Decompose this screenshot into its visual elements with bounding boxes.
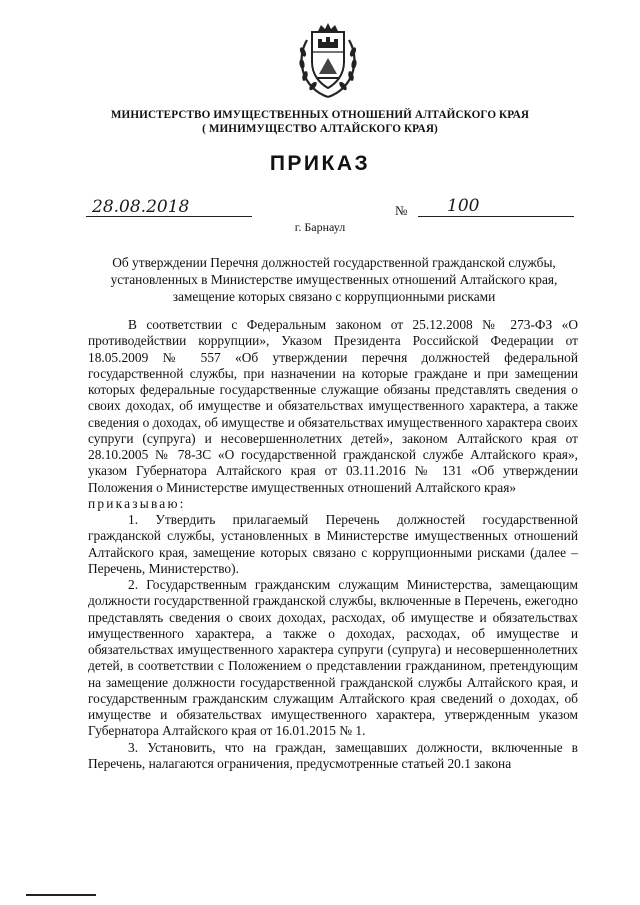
order-item-3: 3. Установить, что на граждан, замещавших должности, включенные в Перечень, налагаются ограничения, предусмотренные статьей 20.1 закона	[88, 739, 578, 771]
order-subject	[88, 254, 580, 306]
preamble-paragraph: В соответствии с Федеральным законом от 25.12.2008 № 273-ФЗ «О противодействии коррупции», Указом Президента Российской Федерации от 18.05.2009 № 557 «Об утверждении перечня должностей федеральной государственной службы, при назначении на которые граждане и при замещении которых федеральные государственные служащие обязаны представлять сведения о своих доходах, об имуществе и обязательствах имущественного характера, а также сведения о доходах, об имуществе и обязательствах имущественного характера своих супруги (супруга) и несовершеннолетних детей», законом Алтайского края от 28.10.2005 № 78-ЗС «О государственной гражданской службе Алтайского края», указом Губернатора Алтайского края от 03.11.2016 № 131 «Об утверждении Положения о Министерстве имущественных отношений Алтайского края»	[88, 317, 578, 495]
date-underline	[86, 216, 252, 217]
ministry-name: МИНИСТЕРСТВО ИМУЩЕСТВЕННЫХ ОТНОШЕНИЙ АЛТАЙСКОГО КРАЯ	[110, 109, 530, 121]
ministry-short-name: ( МИНИМУЩЕСТВО АЛТАЙСКОГО КРАЯ)	[202, 123, 438, 135]
footer-rule	[26, 894, 96, 896]
subject-line: установленных в Министерстве имущественных отношений Алтайского края,	[110, 272, 558, 288]
order-directive-word: приказываю:	[88, 495, 186, 511]
order-item-2: 2. Государственным гражданским служащим Министерства, замещающим должности государственной гражданской службы, включенные в Перечень, ежегодно представлять сведения о своих доходах, расходах, об имуществе и обязательствах имущественного характера, а также о доходах, расходах, об имуществе и обязательствах имущественного характера супруги (супруга) и несовершеннолетних детей, в соответствии с Положением о представлении гражданином, претендующим на замещение должности государственной гражданской службы Алтайского края, и государственным гражданским служащим Алтайского края сведений о доходах, об имуществе и обязательствах имущественного характера, утвержденным указом Губернатора Алтайского края от 16.01.2015 № 1.	[88, 577, 578, 739]
order-date-handwritten: 28.08.2018	[92, 197, 190, 217]
subject-line: замещение которых связано с коррупционными рисками	[172, 289, 496, 305]
document-type-title: ПРИКАЗ	[269, 152, 371, 175]
subject-line: Об утверждении Перечня должностей государственной гражданской службы,	[112, 255, 556, 270]
number-underline	[418, 216, 574, 217]
order-body	[88, 317, 578, 772]
coat-of-arms-emblem	[295, 22, 361, 100]
number-sign: №	[395, 203, 408, 218]
city-label: г. Барнаул	[294, 220, 346, 234]
order-number-handwritten: 100	[447, 196, 480, 216]
order-item-1: 1. Утвердить прилагаемый Перечень должностей государственной гражданской службы, установленных в Министерстве имущественных отношений Алтайского края, замещение которых связано с коррупционными рисками (далее – Перечень, Министерство).	[88, 512, 578, 576]
